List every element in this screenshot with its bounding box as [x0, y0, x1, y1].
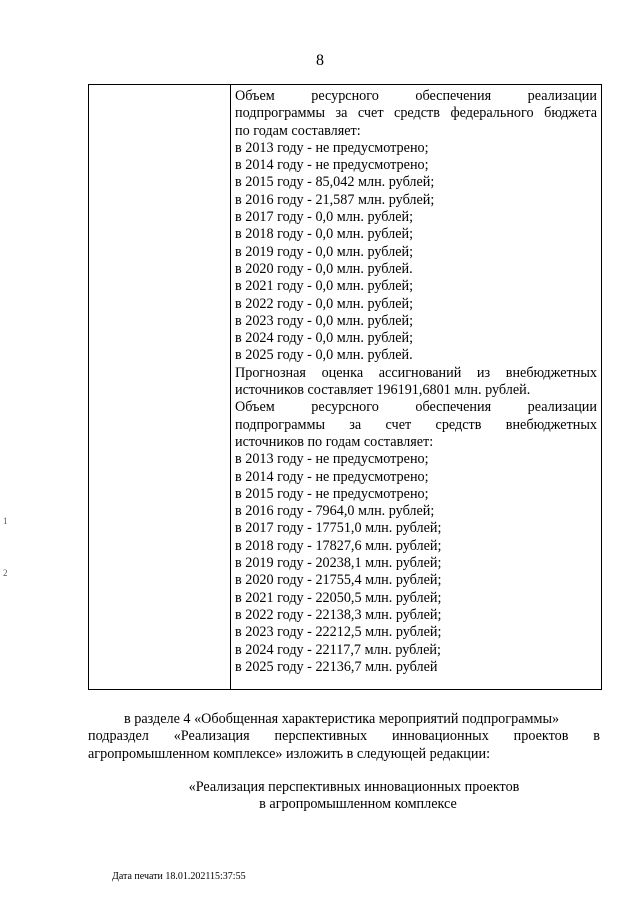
federal-year-line: в 2014 году - не предусмотрено; [235, 157, 429, 174]
extrabudget-intro-line: Объем ресурсного обеспечения реализации [235, 399, 597, 416]
federal-year-line: в 2015 году - 85,042 млн. рублей; [235, 174, 435, 191]
resource-table [88, 84, 602, 690]
federal-year-line: в 2022 году - 0,0 млн. рублей; [235, 295, 414, 312]
extrabudget-year-line: в 2019 году - 20238,1 млн. рублей; [235, 555, 442, 572]
extrabudget-year-line: в 2021 году - 22050,5 млн. рублей; [235, 589, 442, 606]
section-title-line: в агропромышленном комплексе [259, 796, 457, 812]
federal-year-line: в 2019 году - 0,0 млн. рублей; [235, 243, 414, 260]
federal-year-line: в 2016 году - 21,587 млн. рублей; [235, 191, 435, 208]
extrabudget-year-line: в 2016 году - 7964,0 млн. рублей; [235, 503, 435, 520]
federal-year-line: в 2021 году - 0,0 млн. рублей; [235, 278, 414, 295]
forecast-line: источников составляет 196191,6801 млн. рублей. [235, 382, 531, 399]
margin-mark: 2 [3, 568, 8, 578]
extrabudget-year-line: в 2017 году - 17751,0 млн. рублей; [235, 520, 442, 537]
extrabudget-year-line: в 2014 году - не предусмотрено; [235, 468, 429, 485]
federal-year-line: в 2025 году - 0,0 млн. рублей. [235, 347, 413, 364]
table-right-cell [235, 88, 597, 676]
federal-year-line: в 2023 году - 0,0 млн. рублей; [235, 312, 414, 329]
extrabudget-year-line: в 2025 году - 22136,7 млн. рублей [235, 658, 438, 675]
paragraph-line: в разделе 4 «Обобщенная характеристика мероприятий подпрограммы» [124, 711, 560, 727]
extrabudget-intro-line: источников по годам составляет: [235, 433, 434, 450]
paragraph-line: подраздел «Реализация перспективных инновационных проектов в [88, 728, 600, 745]
federal-year-line: в 2020 году - 0,0 млн. рублей. [235, 260, 413, 277]
federal-year-line: в 2024 году - 0,0 млн. рублей; [235, 330, 414, 347]
federal-year-line: в 2017 году - 0,0 млн. рублей; [235, 209, 414, 226]
federal-intro-line: подпрограммы за счет средств федерального бюджета [235, 105, 597, 122]
extrabudget-intro-line: подпрограммы за счет средств внебюджетных [235, 416, 597, 433]
extrabudget-year-line: в 2023 году - 22212,5 млн. рублей; [235, 624, 442, 641]
federal-intro-line: Объем ресурсного обеспечения реализации [235, 88, 597, 104]
page-number: 8 [316, 52, 324, 69]
federal-year-line: в 2013 году - не предусмотрено; [235, 139, 429, 156]
extrabudget-year-line: в 2018 году - 17827,6 млн. рублей; [235, 537, 442, 554]
amendment-paragraph [88, 711, 600, 763]
paragraph-line: агропромышленном комплексе» изложить в следующей редакции: [88, 745, 491, 762]
section-title-line: «Реализация перспективных инновационных проектов [188, 779, 520, 795]
extrabudget-year-line: в 2022 году - 22138,3 млн. рублей; [235, 606, 442, 623]
forecast-line: Прогнозная оценка ассигнований из внебюджетных [235, 364, 597, 381]
extrabudget-year-line: в 2013 году - не предусмотрено; [235, 451, 429, 468]
margin-mark: 1 [3, 516, 8, 526]
federal-year-line: в 2018 году - 0,0 млн. рублей; [235, 226, 414, 243]
federal-intro-line: по годам составляет: [235, 122, 361, 139]
table-column-divider [230, 85, 231, 689]
extrabudget-year-line: в 2020 году - 21755,4 млн. рублей; [235, 572, 442, 589]
extrabudget-year-line: в 2015 году - не предусмотрено; [235, 485, 429, 502]
extrabudget-year-line: в 2024 году - 22117,7 млн. рублей; [235, 641, 441, 658]
print-date: Дата печати 18.01.202115:37:55 [112, 871, 246, 882]
